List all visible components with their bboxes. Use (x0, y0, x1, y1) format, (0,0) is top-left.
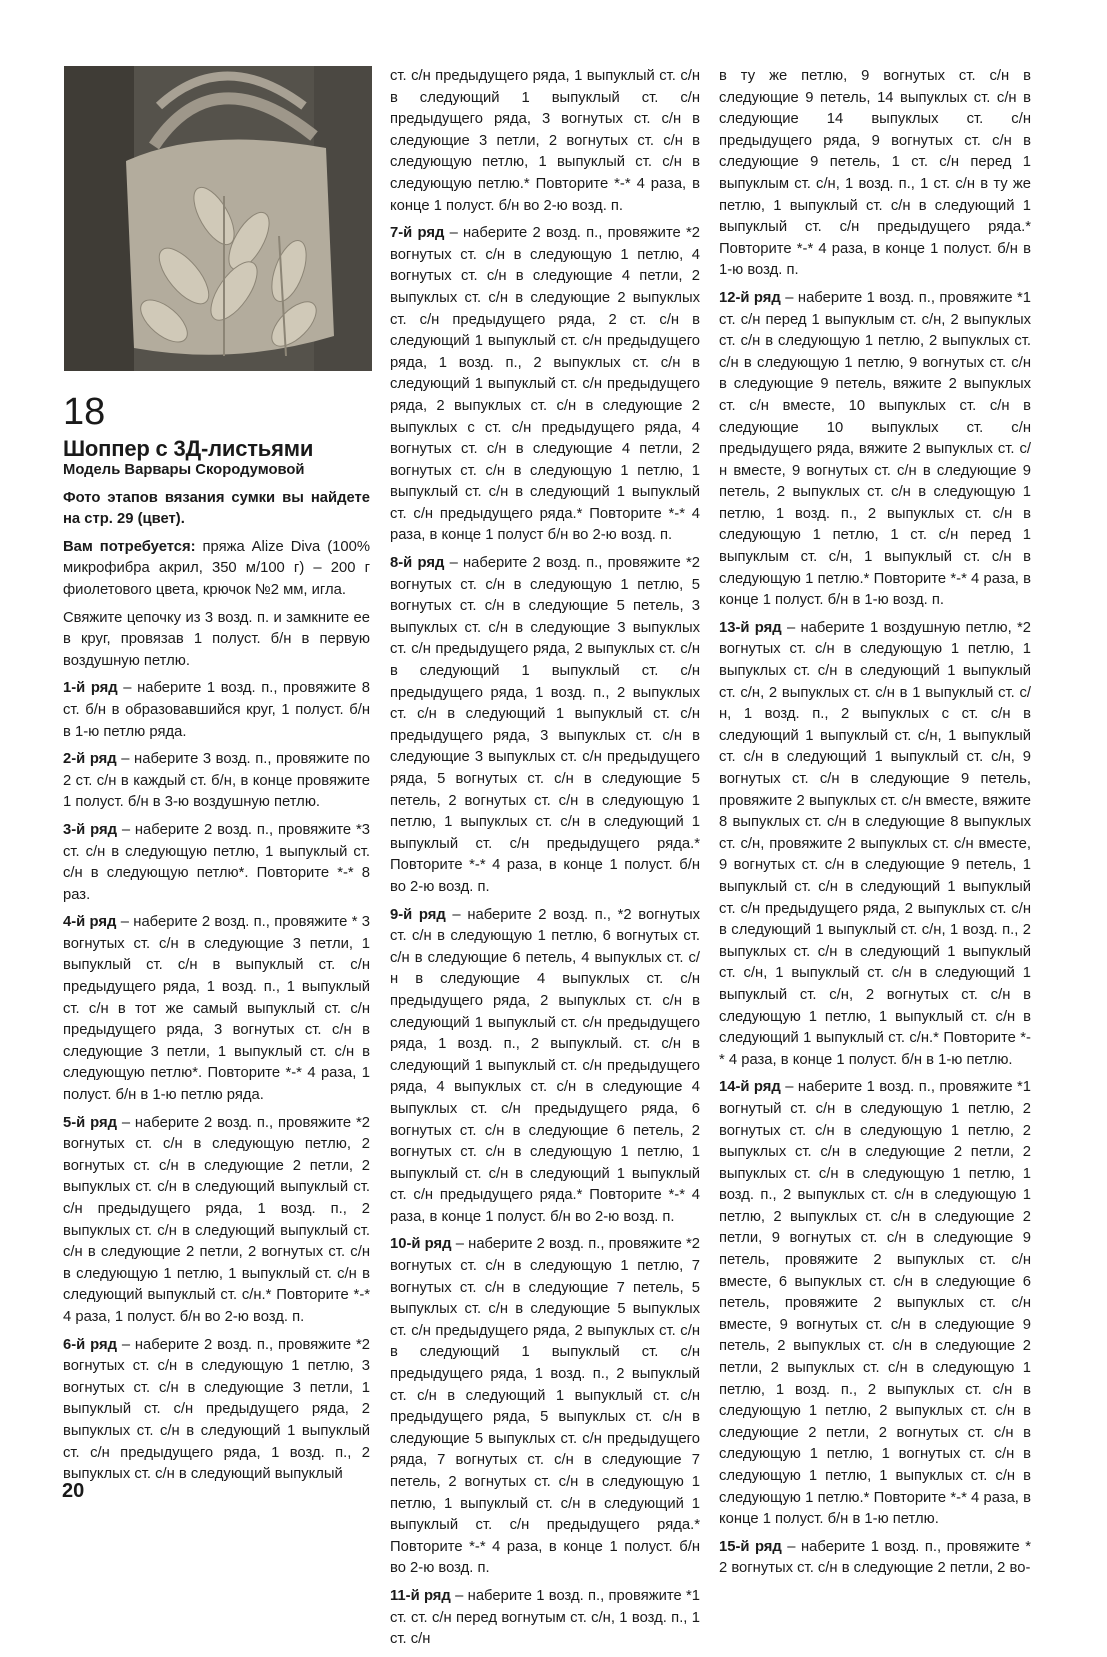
row-13: 13-й ряд – наберите 1 воздушную петлю, *2 вогнутых ст. с/н в следующую 1 петлю, 1 выпуклых ст. с/н в следующий 1 выпуклый ст. с/н, 2 выпуклых ст. с/н в 1 выпуклый ст. с/н, 1 возд. п., 2 выпуклых с ст. с/н в следующий 1 выпуклый ст. с/н, 1 выпуклый ст. с/н в следующий 1 выпуклый ст. с/н, 9 вогнутых ст. с/н в следующие 9 петель, провяжите 2 выпуклых ст. с/н вместе, вяжите 8 выпуклых ст. с/н в следующие 8 выпуклых ст. с/н, провяжите 2 выпуклых ст. с/н вместе, 9 вогнутых ст. с/н в следующие 9 петель, 1 выпуклый ст. с/н в следующий 1 выпуклый ст. с/н предыдущего ряда, 2 выпуклых ст. с/н в следующий 1 выпуклый ст. с/н, 1 возд. п., 2 выпуклых ст. с/н в следующий 1 выпуклый ст. с/н, 1 выпуклый ст. с/н в следующий 1 выпуклый ст. с/н, 2 вогнутых ст. с/н в следующую 1 петлю, 1 выпуклый ст. с/н в следующий 1 выпуклый ст. с/н.* Повторите *-* 4 раза, в конце 1 полуст. б/н в 1-ю петлю. (719, 619, 1031, 1068)
column-2 (390, 66, 700, 1657)
row-1: 1-й ряд – наберите 1 возд. п., провяжите 8 ст. б/н в образовавшийся круг, 1 полуст. б/н в 1-ю петлю ряда. (63, 680, 371, 740)
row-4: 4-й ряд – наберите 2 возд. п., провяжите * 3 вогнутых ст. с/н в следующие 3 петли, 1 выпуклый ст. с/н в выпуклый ст. с/н предыдущего ряда, 1 возд. п., 1 выпуклый ст. с/н в тот же самый выпуклый ст. с/н предыдущего ряда, 3 вогнутых ст. с/н в следующие 3 петли, 1 выпуклый ст. с/н в следующую петлю*. Повторите *-* 4 раза, 1 полуст. б/н в 1-ю петлю ряда. (63, 914, 370, 1104)
row-11-continued: в ту же петлю, 9 вогнутых ст. с/н в следующие 9 петель, 14 выпуклых ст. с/н в следующие 14 выпуклых ст. с/н предыдущего ряда, 9 вогнутых ст. с/н в следующие 9 петель, 1 ст. с/н перед 1 выпуклым ст. с/н, 1 возд. п., 1 ст. с/н в ту же петлю, 1 выпуклый ст. с/н в следующий 1 выпуклый ст. с/н предыдущего ряда.* Повторите *-* 4 раза, в конце 1 полуст. б/н в 1-ю возд. п. (719, 68, 1031, 279)
bag-photo (64, 66, 372, 371)
pattern-title: Шоппер с 3Д-листьями (63, 436, 314, 461)
author: Модель Варвары Скородумовой (63, 462, 305, 478)
column-3 (719, 66, 1031, 1586)
row-9: 9-й ряд – наберите 2 возд. п., *2 вогнутых ст. с/н в следующую 1 петлю, 6 вогнутых ст. с/н в следующие 6 петель, 4 выпуклых ст. с/н в следующие 4 выпуклых ст. с/н предыдущего ряда, 2 выпуклых ст. с/н в следующий 1 выпуклый ст. с/н предыдущего ряда, 1 возд. п., 2 выпуклый. ст. с/н в следующий 1 выпуклый ст. с/н предыдущего ряда, 4 выпуклых ст. с/н в следующие 4 выпуклых ст. с/н предыдущего ряда, 6 вогнутых ст. с/н в следующие 6 петель, 2 вогнутых ст. с/н в следующую 1 петлю, 1 выпуклый ст. с/н в следующий 1 выпуклый ст. с/н предыдущего ряда.* Повторите *-* 4 раза, в конце 1 полуст. б/н во 2-ю возд. п. (390, 906, 700, 1225)
row-15: 15-й ряд – наберите 1 возд. п., провяжите * 2 вогнутых ст. с/н в следующие 2 петли, 2 во- (719, 1538, 1031, 1577)
column-1 (63, 460, 370, 1492)
bag-illustration (64, 66, 372, 371)
row-8: 8-й ряд – наберите 2 возд. п., провяжите *2 вогнутых ст. с/н в следующую 1 петлю, 5 вогнутых ст. с/н в следующие 5 петель, 3 выпуклых ст. с/н в следующие 3 выпуклых ст. с/н предыдущего ряда, 2 выпуклых ст. с/н в следующий 1 выпуклый ст. с/н предыдущего ряда, 1 возд. п., 2 выпуклых ст. с/н в следующий 1 выпуклый ст. с/н предыдущего ряда, 3 выпуклых ст. с/н в следующие 3 выпуклых ст. с/н предыдущего ряда, 5 вогнутых ст. с/н в следующие 5 петель, 2 вогнутых ст. с/н в следующую 1 петлю, 1 выпуклых ст. с/н в следующий 1 выпуклый ст. с/н предыдущего ряда.* Повторите *-* 4 раза, в конце 1 полуст. б/н во 2-ю возд. п. (390, 555, 700, 895)
row-10: 10-й ряд – наберите 2 возд. п., провяжите *2 вогнутых ст. с/н в следующую 1 петлю, 7 вогнутых ст. с/н в следующие 7 петель, 5 выпуклых ст. с/н в следующие 5 выпуклых ст. с/н предыдущего ряда, 2 выпуклых ст. с/н в следующий 1 выпуклый ст. с/н предыдущего ряда, 1 возд. п., 2 выпуклый ст. с/н в следующий 1 выпуклый ст. с/н предыдущего ряда, 5 выпуклых ст. с/н в следующие 5 выпуклых ст. с/н предыдущего ряда, 7 вогнутых ст. с/н в следующие 7 петель, 2 вогнутых ст. с/н в следующую 1 петлю, 1 выпуклый ст. с/н в следующий 1 выпуклый ст. с/н предыдущего ряда.* Повторите *-* 4 раза, в конце 1 полуст. б/н во 2-ю возд. п. (390, 1236, 700, 1577)
row-3: 3-й ряд – наберите 2 возд. п., провяжите *3 ст. с/н в следующую петлю, 1 выпуклый ст. с/н в следующую петлю*. Повторите *-* 8 раз. (63, 821, 370, 903)
intro-paragraph: Свяжите цепочку из 3 возд. п. и замкните ее в круг, провязав 1 полуст. б/н в первую воздушную петлю. (63, 609, 370, 669)
materials: Вам потребуется: пряжа Alize Diva (100% микрофибра акрил, 350 м/100 г) – 200 г фиолетового цвета, крючок №2 мм, игла. (63, 538, 370, 598)
row-6: 6-й ряд – наберите 2 возд. п., провяжите *2 вогнутых ст. с/н в следующую 1 петлю, 3 вогнутых ст. с/н в следующие 3 петли, 1 выпуклый ст. с/н предыдущего ряда, 2 выпуклых ст. с/н в следующий 1 выпуклый ст. с/н предыдущего ряда, 1 возд. п., 2 выпуклых ст. с/н в следующий выпуклый (63, 1336, 370, 1483)
row-5: 5-й ряд – наберите 2 возд. п., провяжите *2 вогнутых ст. с/н в следующую петлю, 2 вогнутых ст. с/н в следующие 2 петли, 2 выпуклых ст. с/н в следующий выпуклый ст. с/н предыдущего ряда, 1 возд. п., 2 выпуклых ст. с/н в следующий выпуклый ст. с/н в следующие 2 петли, 2 вогнутых ст. с/н в следующую 1 петлю, 1 выпуклый ст. с/н в следующий выпуклый ст. с/н.* Повторите *-* 4 раза, 1 полуст. б/н во 2-ю возд. п. (63, 1114, 370, 1325)
photo-note: Фото этапов вязания сумки вы найдете на стр. 29 (цвет). (63, 489, 370, 528)
page-number: 20 (62, 1480, 85, 1502)
row-14: 14-й ряд – наберите 1 возд. п., провяжите *1 вогнутый ст. с/н в следующую 1 петлю, 2 вогнутых ст. с/н в следующую 1 петлю, 2 выпуклых ст. с/н в следующие 2 петли, 2 выпуклых ст. с/н в следующую 1 петлю, 1 возд. п., 2 выпуклых ст. с/н в следующую 1 петлю, 2 выпуклых ст. с/н в следующие 2 петли, 9 вогнутых ст. с/н в следующие 9 петель, провяжите 2 выпуклых ст. с/н вместе, 6 выпуклых ст. с/н в следующие 6 петель, провяжите 2 выпуклых ст. с/н вместе, 9 вогнутых ст. с/н в следующие 9 петель, 2 выпуклых ст. с/н в следующие 2 петли, 2 выпуклых ст. с/н в следующую 1 петлю, 1 возд. п., 2 выпуклых ст. с/н в следующую 1 петлю, 2 выпуклых ст. с/н в следующие 2 петли, 2 вогнутых ст. с/н в следующую 1 петлю, 1 вогнутых ст. с/н в следующую 1 петлю, 1 выпуклых ст. с/н в следующую 1 петлю.* Повторите *-* 4 раза, в конце 1 полуст. б/н в 1-ю петлю. (719, 1079, 1031, 1528)
row-11: 11-й ряд – наберите 1 возд. п., провяжите *1 ст. ст. с/н перед вогнутым ст. с/н, 1 возд. п., 1 ст. с/н (390, 1587, 700, 1648)
row-6-continued: ст. с/н предыдущего ряда, 1 выпуклый ст. с/н в следующий 1 выпуклый ст. с/н предыдущего ряда, 3 вогнутых ст. с/н в следующие 3 петли, 2 вогнутых ст. с/н в следующую петлю, 1 выпуклый ст. с/н в следующую петлю.* Повторите *-* 4 раза, в конце 1 полуст. б/н во 2-ю возд. п. (390, 68, 700, 214)
row-12: 12-й ряд – наберите 1 возд. п., провяжите *1 ст. с/н перед 1 выпуклым ст. с/н, 2 выпуклых ст. с/н в следующую 1 петлю, 2 выпуклых ст. с/н в следующую 1 петлю, 9 вогнутых ст. с/н в следующие 9 петель, вяжите 2 выпуклых ст. с/н вместе, 10 выпуклых ст. с/н в следующие 10 выпуклых ст. с/н предыдущего ряда, вяжите 2 выпуклых ст. с/н вместе, 9 вогнутых ст. с/н в следующие 9 петель, 2 выпуклых ст. с/н в следующую 1 петлю, 1 возд. п., 2 выпуклых ст. с/н в следующую 1 петлю, 1 ст. с/н перед 1 выпуклым ст. с/н, 1 выпуклый ст. с/н в следующую 1 петлю.* Повторите *-* 4 раза, в конце 1 полуст. б/н в 1-ю возд. п. (719, 289, 1031, 609)
row-7: 7-й ряд – наберите 2 возд. п., провяжите *2 вогнутых ст. с/н в следующую 1 петлю, 4 вогнутых ст. с/н в следующие 4 петли, 2 выпуклых ст. с/н в следующие 2 выпуклых ст. с/н предыдущего ряда, 2 ст. с/н в следующий 1 выпуклый ст. с/н предыдущего ряда, 1 возд. п., 2 выпуклых ст. с/н в следующий 1 выпуклый ст. с/н предыдущего ряда, 2 выпуклых ст. с/н в следующие 2 выпуклых с ст. с/н предыдущего ряда, 4 вогнутых ст. с/н в следующие 4 петли, 2 вогнутых ст. с/н в следующую 1 петлю, 1 выпуклый ст. с/н в следующий 1 выпуклый ст. с/н предыдущего ряда.* Повторите *-* 4 раза, в конце 1 полуст б/н во 2-ю возд. п. (390, 225, 700, 544)
row-2: 2-й ряд – наберите 3 возд. п., провяжите по 2 ст. с/н в каждый ст. б/н, в конце провяжите 1 полуст. б/н в 3-ю воздушную петлю. (63, 751, 370, 811)
pattern-number: 18 (63, 391, 106, 433)
